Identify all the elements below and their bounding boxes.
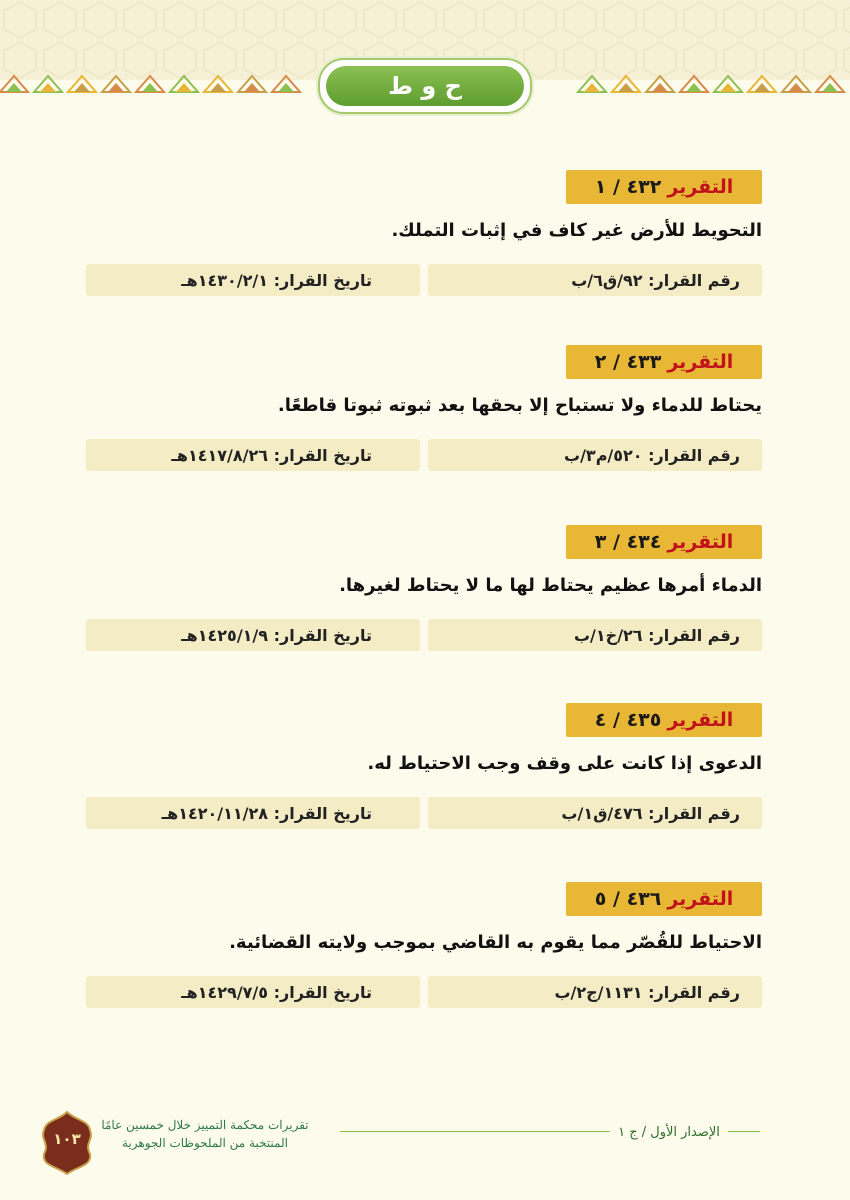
ornament-triangle-inner [788, 83, 804, 92]
report-number: ٤٣٦ / ٥ [594, 888, 662, 910]
report-label [566, 170, 762, 204]
decision-number: رقم القرار: ١١٣١/ج٢/ب [428, 976, 762, 1008]
book-title-line2: المنتخبة من الملحوظات الجوهرية [122, 1136, 288, 1150]
volume-label: الإصدار الأول / ج ١ [610, 1120, 728, 1144]
report-word: التقرير [667, 709, 734, 731]
ruling-text: الدعوى إذا كانت على وقف وجب الاحتياط له. [367, 753, 762, 774]
ornament-triangle-inner [652, 83, 668, 92]
report-label [566, 882, 762, 916]
ruling-text: الدماء أمرها عظيم يحتاط لها ما لا يحتاط لغيرها. [339, 575, 762, 596]
report-word: التقرير [667, 531, 734, 553]
ornament-triangle-inner [822, 83, 838, 92]
ruling-text: التحويط للأرض غير كاف في إثبات التملك. [391, 220, 762, 241]
report-label [566, 703, 762, 737]
decision-date: تاريخ القرار: ١٤٢٠/١١/٢٨هـ [86, 797, 420, 829]
report-number: ٤٣٤ / ٣ [594, 531, 662, 553]
report-number: ٤٣٢ / ١ [594, 176, 662, 198]
ornament-triangle-inner [584, 83, 600, 92]
decision-number: رقم القرار: ٢٦/خ١/ب [428, 619, 762, 651]
decision-number: رقم القرار: ٩٢/ق٦/ب [428, 264, 762, 296]
section-title-pill [318, 58, 532, 114]
report-label [566, 525, 762, 559]
decision-date: تاريخ القرار: ١٤٢٥/١/٩هـ [86, 619, 420, 651]
ornament-triangle-inner [142, 83, 158, 92]
decision-date: تاريخ القرار: ١٤٣٠/٢/١هـ [86, 264, 420, 296]
decision-number: رقم القرار: ٥٢٠/م٣/ب [428, 439, 762, 471]
decision-number: رقم القرار: ٤٧٦/ق١/ب [428, 797, 762, 829]
decision-date: تاريخ القرار: ١٤١٧/٨/٢٦هـ [86, 439, 420, 471]
ornament-triangle-inner [278, 83, 294, 92]
ruling-text: يحتاط للدماء ولا تستباح إلا بحقها بعد ثبوته ثبوتا قاطعًا. [277, 395, 762, 416]
ornament-triangle-inner [618, 83, 634, 92]
report-word: التقرير [667, 176, 734, 198]
page-number: ١٠٣ [53, 1130, 81, 1148]
ornament-triangle-inner [210, 83, 226, 92]
report-word: التقرير [667, 888, 734, 910]
report-number: ٤٣٥ / ٤ [594, 709, 662, 731]
ornament-triangle-inner [176, 83, 192, 92]
ornament-triangle-inner [244, 83, 260, 92]
report-label [566, 345, 762, 379]
ornament-triangle-inner [720, 83, 736, 92]
ornament-triangle-inner [74, 83, 90, 92]
ornament-triangle-inner [108, 83, 124, 92]
ornament-triangle-inner [6, 83, 22, 92]
ornament-triangle-inner [754, 83, 770, 92]
report-word: التقرير [667, 351, 734, 373]
report-number: ٤٣٣ / ٢ [594, 351, 662, 373]
ruling-text: الاحتياط للقُصّر مما يقوم به القاضي بموجب ولايته القضائية. [229, 932, 762, 953]
decision-date: تاريخ القرار: ١٤٢٩/٧/٥هـ [86, 976, 420, 1008]
book-title-line1: تقريرات محكمة التمييز خلال خمسين عامًا [101, 1118, 309, 1132]
section-title: ح و ط [326, 66, 524, 106]
ornament-triangle-inner [40, 83, 56, 92]
book-title-logo [100, 1116, 310, 1152]
ornament-triangle-inner [686, 83, 702, 92]
